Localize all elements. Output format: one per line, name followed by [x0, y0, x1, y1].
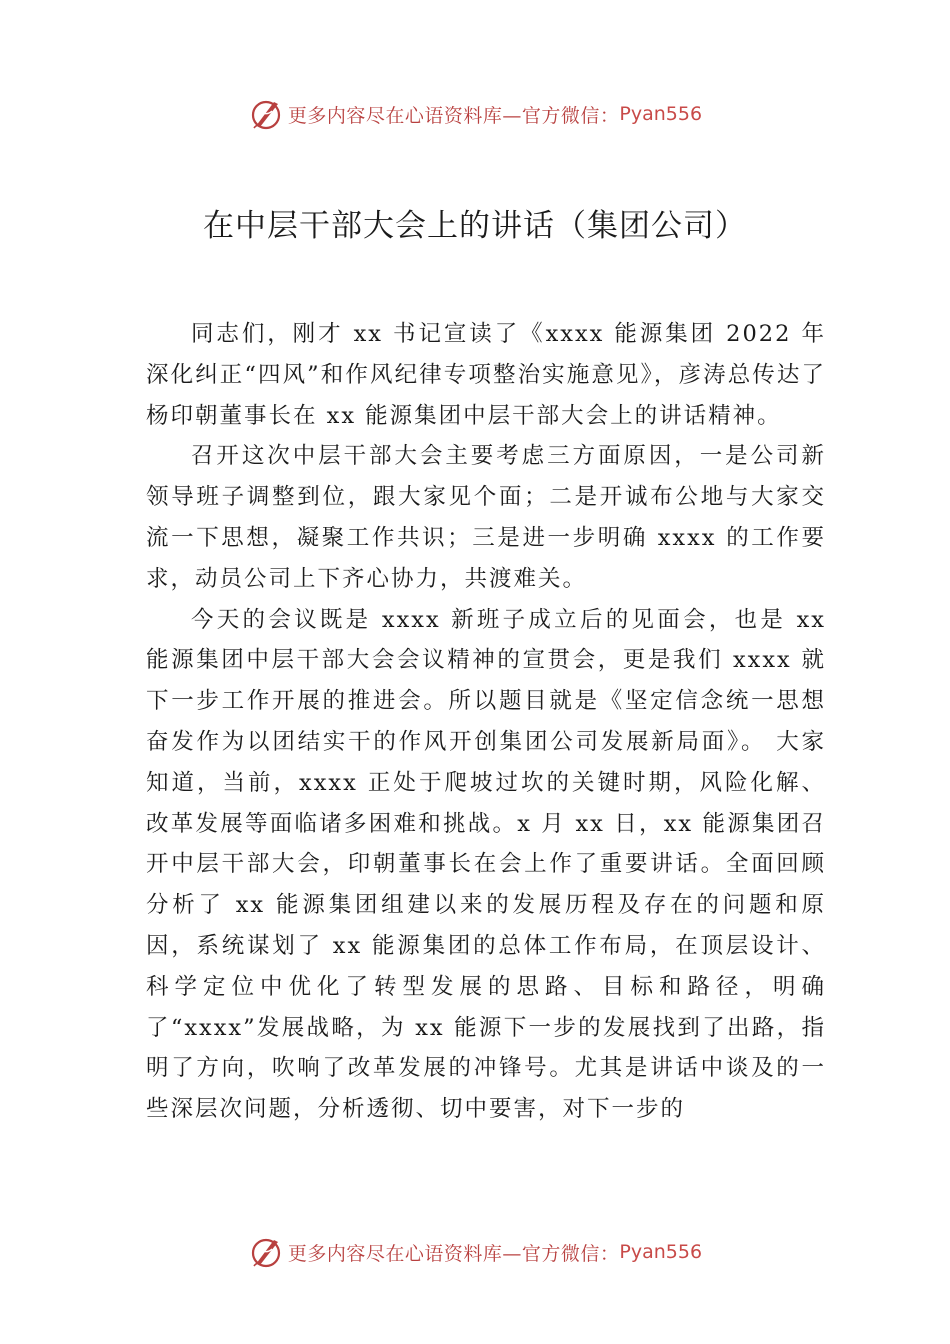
paragraph: 今天的会议既是 xxxx 新班子成立后的见面会，也是 xx 能源集团中层干部大会会议精神的宣贯会，更是我们 xxxx 就下一步工作开展的推进会。所以题目就是《坚定信念统一思想奋发作为以团结实干的作风开创集团公司发展新局面》。 大家知道，当前，xxxx 正处于爬坡过坎的关键时期，风险化解、改革发展等面临诸多困难和挑战。x 月 xx 日，xx 能源集团召开中层干部大会，印朝董事长在会上作了重要讲话。全面回顾分析了 xx 能源集团组建以来的发展历程及存在的问题和原因，系统谋划了 xx 能源集团的总体工作布局，在顶层设计、科学定位中优化了转型发展的思路、目标和路径，明确了“xxxx”发展战略，为 xx 能源下一步的发展找到了出路，指明了方向，吹响了改革发展的冲锋号。尤其是讲话中谈及的一些深层次问题，分析透彻、切中要害，对下一步的 [146, 606, 826, 1123]
document-body [146, 314, 826, 1130]
quill-pen-icon [248, 96, 284, 132]
wechat-id: Pyan556 [619, 1241, 703, 1263]
banner-text: 更多内容尽在心语资料库—官方微信： [287, 104, 620, 127]
wechat-id: Pyan556 [619, 103, 703, 125]
header-banner [0, 94, 950, 134]
document-title: 在中层干部大会上的讲话（集团公司） [203, 208, 747, 244]
paragraph: 同志们，刚才 xx 书记宣读了《xxxx 能源集团 2022 年深化纠正“四风”和作风纪律专项整治实施意见》，彦涛总传达了杨印朝董事长在 xx 能源集团中层干部大会上的讲话精神。 [146, 321, 826, 429]
banner-text: 更多内容尽在心语资料库—官方微信： [287, 1242, 620, 1265]
footer-banner [0, 1232, 950, 1272]
quill-pen-icon [248, 1234, 284, 1270]
paragraph: 召开这次中层干部大会主要考虑三方面原因，一是公司新领导班子调整到位，跟大家见个面；二是开诚布公地与大家交流一下思想，凝聚工作共识；三是进一步明确 xxxx 的工作要求，动员公司上下齐心协力，共渡难关。 [146, 443, 826, 592]
